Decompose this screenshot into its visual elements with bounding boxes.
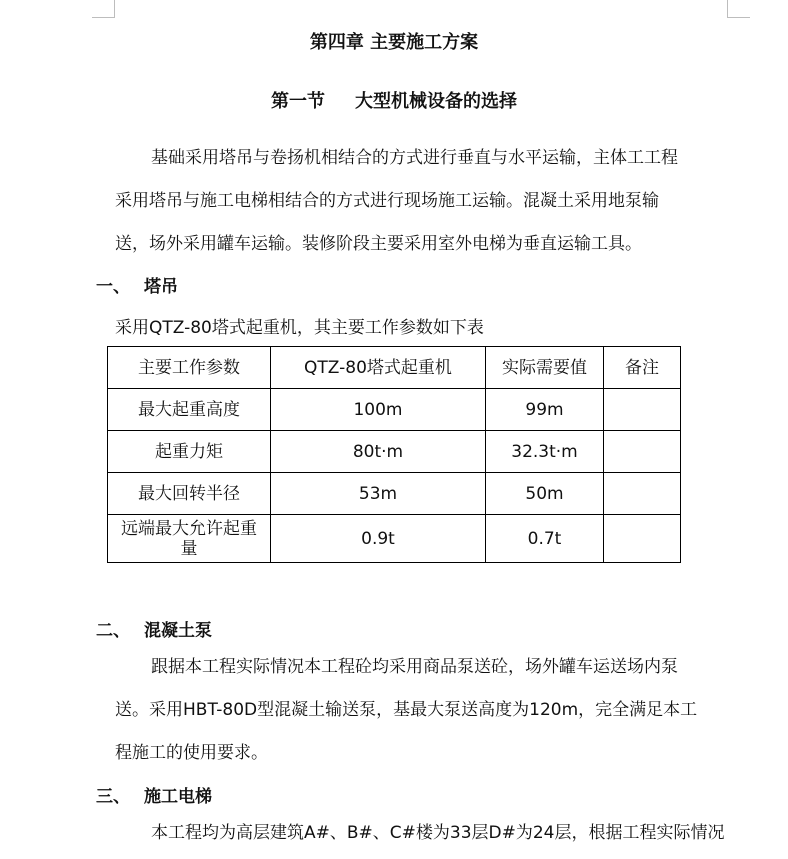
table-cell [604,431,681,473]
table-cell: 0.7t [486,515,604,563]
heading-number: 一、 [96,277,130,297]
table-cell: 80t·m [271,431,486,473]
intro-paragraph [115,137,735,266]
elevator-paragraph [115,812,735,855]
heading-label: 施工电梯 [144,787,212,807]
table-cell [604,473,681,515]
table-cell: 0.9t [271,515,486,563]
table-header-cell: QTZ-80塔式起重机 [271,347,486,389]
table-row [108,515,681,563]
table-row [108,389,681,431]
table-cell [604,515,681,563]
heading-tower-crane [96,272,178,297]
section-title [0,87,788,113]
pump-line-1: 跟据本工程实际情况本工程砼均采用商品泵送砼，场外罐车运送场内泵 [151,657,678,677]
heading-label: 混凝土泵 [144,621,212,641]
elevator-line-1: 本工程均为高层建筑A#、B#、C#楼为33层D#为24层，根据工程实际情况 [151,823,725,843]
intro-line-2: 采用塔吊与施工电梯相结合的方式进行现场施工运输。混凝土采用地泵输 [115,191,659,211]
crane-parameter-table [107,346,681,563]
pump-line-3: 程施工的使用要求。 [115,743,268,763]
table-cell: 起重力矩 [108,431,271,473]
intro-line-3: 送，场外采用罐车运输。装修阶段主要采用室外电梯为垂直运输工具。 [115,234,642,254]
table-header-row [108,347,681,389]
heading-label: 塔吊 [144,277,178,297]
table-cell: 最大起重高度 [108,389,271,431]
table-cell: 远端最大允许起重量 [108,515,271,563]
table-intro: 采用QTZ-80塔式起重机，其主要工作参数如下表 [115,318,484,338]
table-cell: 50m [486,473,604,515]
heading-number: 三、 [96,787,130,807]
table-cell: 32.3t·m [486,431,604,473]
intro-line-1: 基础采用塔吊与卷扬机相结合的方式进行垂直与水平运输，主体工工程 [151,148,678,168]
heading-construction-elevator [96,782,212,807]
table-row [108,431,681,473]
table-cell: 最大回转半径 [108,473,271,515]
chapter-title: 第四章 主要施工方案 [309,32,479,53]
section-name: 大型机械设备的选择 [355,91,517,112]
table-row [108,473,681,515]
pump-paragraph [115,646,735,775]
table-header-cell: 备注 [604,347,681,389]
table-cell: 99m [486,389,604,431]
table-cell: 100m [271,389,486,431]
table-header-cell: 实际需要值 [486,347,604,389]
table-cell [604,389,681,431]
table-header-cell: 主要工作参数 [108,347,271,389]
heading-concrete-pump [96,616,212,641]
section-number: 第一节 [271,91,325,112]
table-cell: 53m [271,473,486,515]
heading-number: 二、 [96,621,130,641]
pump-line-2: 送。采用HBT-80D型混凝土输送泵，基最大泵送高度为120m，完全满足本工 [115,700,698,720]
